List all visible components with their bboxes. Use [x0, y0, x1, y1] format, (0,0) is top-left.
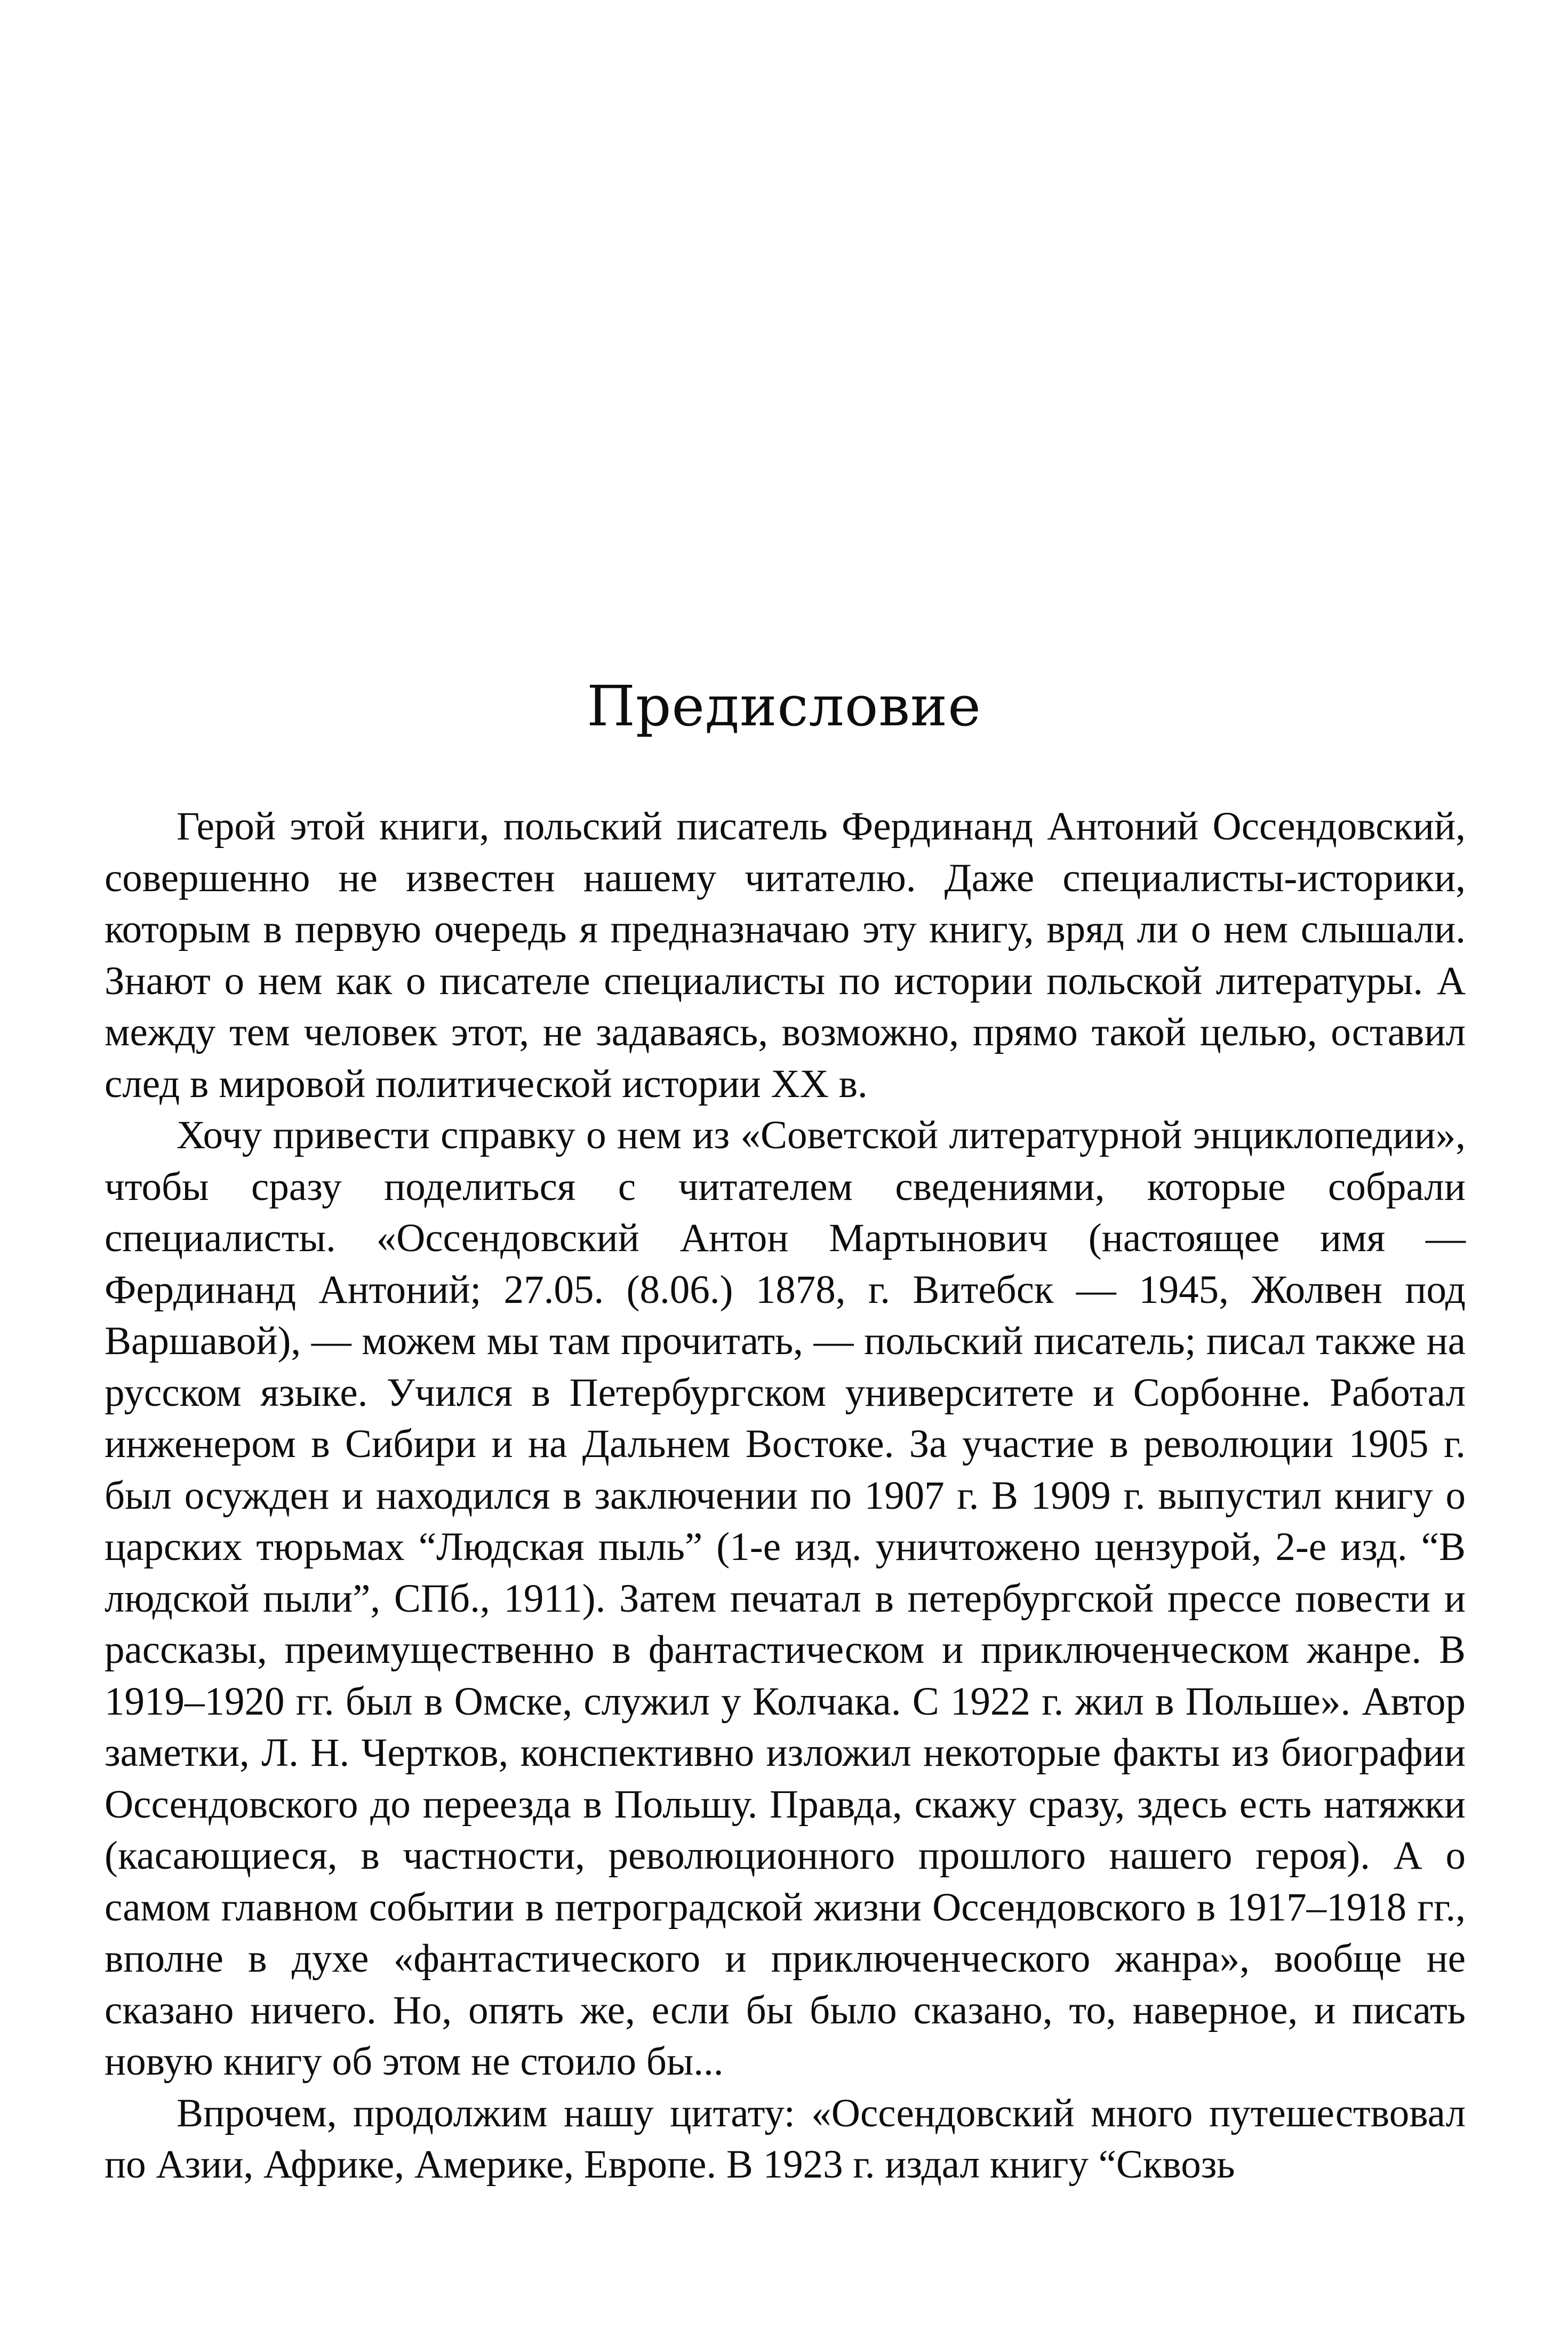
body-text: [105, 801, 1466, 2191]
chapter-title: Предисловие: [587, 674, 981, 739]
paragraph-3: Впрочем, продолжим нашу цитату: «Оссендовский много путешествовал по Азии, Африке, Америке, Европе. В 1923 г. издал книгу “Сквозь: [105, 2091, 1466, 2187]
paragraph-2: Хочу привести справку о нем из «Советской литературной энциклопедии», чтобы сразу поделиться с читателем сведениями, которые собрали специалисты. «Оссендовский Антон Мартынович (настоящее имя — Фердинанд Антоний; 27.05. (8.06.) 1878, г. Витебск — 1945, Жолвен под Варшавой), — можем мы там прочитать, — польский писатель; писал также на русском языке. Учился в Петербургском университете и Сорбонне. Работал инженером в Сибири и на Дальнем Востоке. За участие в революции 1905 г. был осужден и находился в заключении по 1907 г. В 1909 г. выпустил книгу о царских тюрьмах “Людская пыль” (1-е изд. уничтожено цензурой, 2-е изд. “В людской пыли”, СПб., 1911). Затем печатал в петербургской прессе повести и рассказы, преимущественно в фантастическом и приключенческом жанре. В 1919–1920 гг. был в Омске, служил у Колчака. С 1922 г. жил в Польше». Автор заметки, Л. Н. Чертков, конспективно изложил некоторые факты из биографии Оссендовского до переезда в Польшу. Правда, скажу сразу, здесь есть натяжки (касающиеся, в частности, революционного прошлого нашего героя). А о самом главном событии в петроградской жизни Оссендовского в 1917–1918 гг., вполне в духе «фантастического и приключенческого жанра», вообще не сказано ничего. Но, опять же, если бы было сказано, то, наверное, и писать новую книгу об этом не стоило бы...: [105, 1113, 1466, 2084]
paragraph-1: Герой этой книги, польский писатель Фердинанд Антоний Оссендовский, совершенно не известен нашему читателю. Даже специалисты-историки, которым в первую очередь я предназначаю эту книгу, вряд ли о нем слышали. Знают о нем как о писателе специалисты по истории польской литературы. А между тем человек этот, не задаваясь, возможно, прямо такой целью, оставил след в мировой политической истории XX в.: [105, 804, 1466, 1106]
